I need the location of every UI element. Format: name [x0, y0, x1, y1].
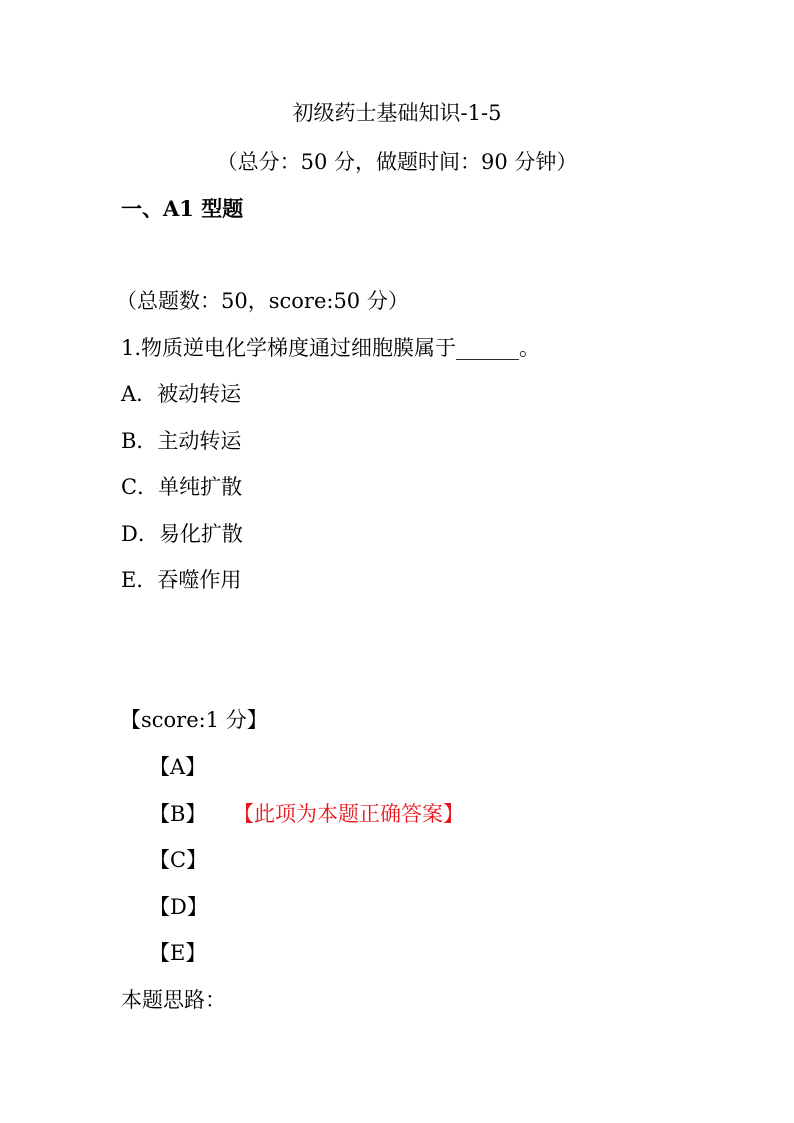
option-a: A．被动转运 — [121, 382, 242, 406]
answer-choice-d: 【D】 — [149, 895, 208, 919]
section-heading: 一、A1 型题 — [121, 196, 244, 221]
answer-choice-e: 【E】 — [149, 941, 207, 965]
option-e: E．吞噬作用 — [121, 568, 242, 592]
document-title: 初级药士基础知识-1-5 — [292, 101, 502, 125]
option-c: C．单纯扩散 — [121, 475, 243, 499]
option-d: D．易化扩散 — [121, 522, 243, 546]
section-summary: （总题数：50，score:50 分） — [116, 289, 409, 313]
question-stem: 1.物质逆电化学梯度通过细胞膜属于______。 — [121, 336, 541, 360]
question-score: 【score:1 分】 — [120, 708, 268, 732]
answer-choice-a: 【A】 — [149, 755, 207, 779]
correct-answer-note: 【此项为本题正确答案】 — [233, 802, 464, 826]
answer-choice-b: 【B】 — [149, 802, 207, 826]
exam-info: （总分：50 分，做题时间：90 分钟） — [216, 150, 578, 174]
option-b: B．主动转运 — [121, 429, 242, 453]
answer-choice-c: 【C】 — [149, 848, 208, 872]
analysis-label: 本题思路： — [121, 988, 226, 1012]
